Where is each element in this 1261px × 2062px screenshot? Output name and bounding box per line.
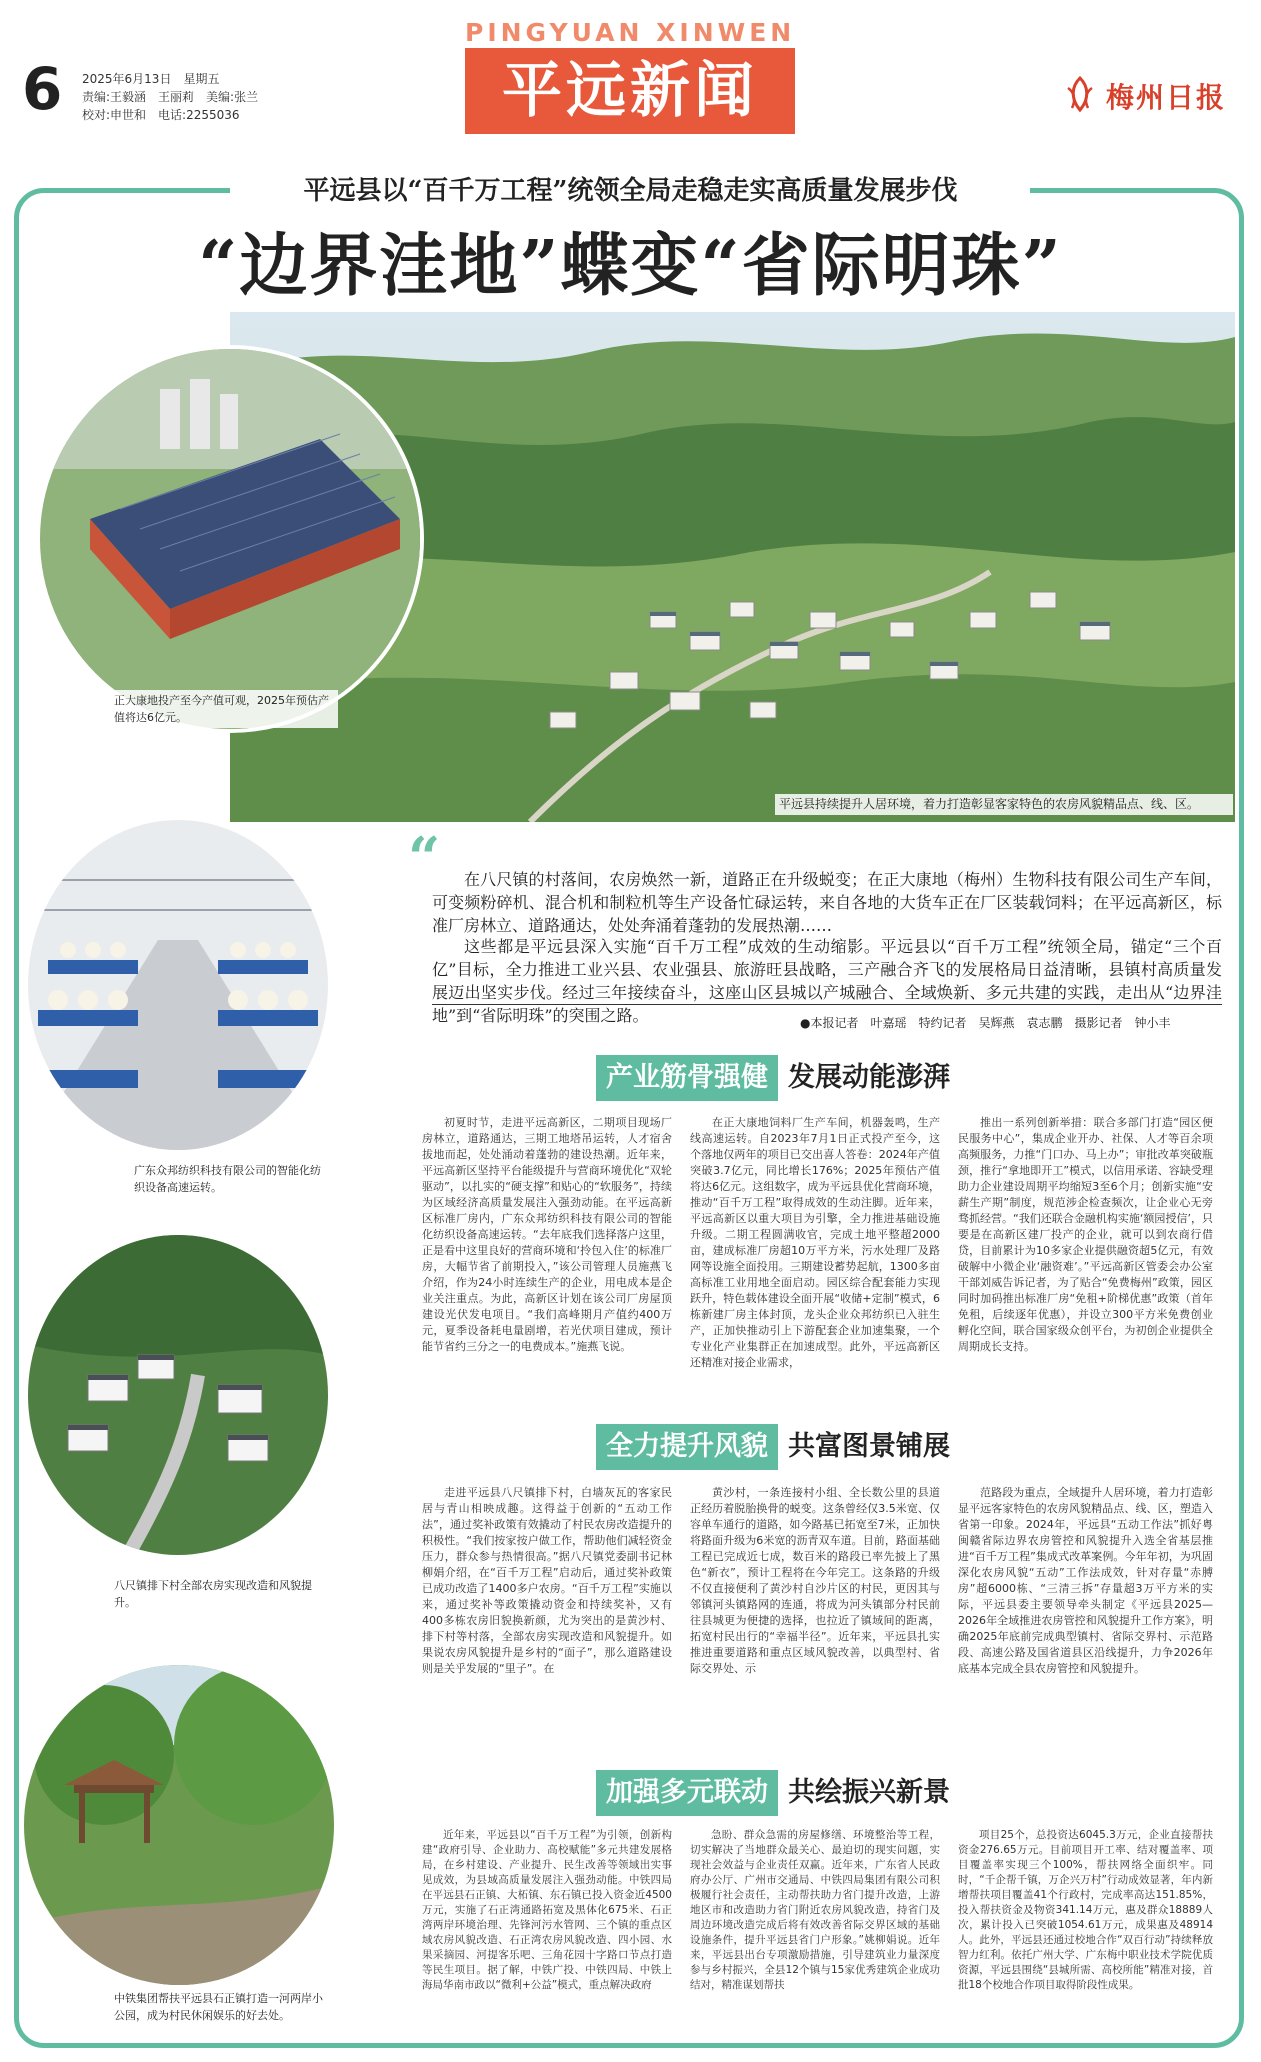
section-1-title-a: 产业筋骨强健 xyxy=(596,1055,778,1101)
section-1-column-1 xyxy=(422,1115,672,1355)
textile-photo xyxy=(28,820,328,1150)
village-caption: 八尺镇排下村全部农房实现改造和风貌提升。 xyxy=(110,1575,328,1613)
section-3-text-3: 项目25个，总投资达6045.3万元，企业直接帮扶资金276.65万元。目前项目开工率、结对覆盖率、项目覆盖率实现三个100%，帮扶网络全面织牢。同时，“千企帮千镇，万企兴万村”行动成效显著，年内新增帮扶项目覆盖41个行政村，完成率高达151.85%，投入帮扶资金及物资341.14万元，惠及群众18889人次，累计投入已突破1054.61万元，成果惠及48914人。此外，平远县还通过校地合作“双百行动”持续释放智力红利。依托广州大学、广东梅中职业技术学院优质资源，平远县围绕“县城所需、高校所能”精准对接，首批18个校地合作项目取得阶段性成果。 xyxy=(958,1829,1213,1991)
section-1-column-2 xyxy=(690,1115,940,1371)
intro-paragraph-1: 在八尺镇的村落间，农房焕然一新，道路正在升级蜕变；在正大康地（梅州）生物科技有限公司生产车间，可变频粉碎机、混合机和制粒机等生产设备忙碌运转，来自各地的大货车正在厂区装载饲料；在平远高新区，标准厂房林立、道路通达，处处奔涌着蓬勃的发展热潮…… xyxy=(432,870,1222,935)
section-banner-2 xyxy=(596,1424,1196,1470)
section-2-text-3: 范路段为重点，全域提升人居环境，着力打造彰显平远客家特色的农房风貌精品点、线、区，塑造入省第一印象。2024年，平远县“五动工作法”抓好粤闽赣省际边界农房管控和风貌提升入选全省基层推进“百千万工程”集成式改革案例。今年年初，为巩固深化农房风貌“五动”工作法成效，针对存量“赤膊房”超6000栋、“三清三拆”存量超3万平方米的实际，平远县委主要领导牵头制定《平远县2025—2026年全域推进农房管控和风貌提升工作方案》，明确2025年底前完成典型镇村、省际交界村、示范路段、高速公路及国省道县区沿线提升，力争2026年底基本完成全县农房管控和风貌提升。 xyxy=(958,1486,1213,1675)
section-3-title-a: 加强多元联动 xyxy=(596,1770,778,1816)
editor-line: 责编:王毅涵 王丽莉 美编:张兰 xyxy=(82,90,259,104)
section-1-title-b: 发展动能澎湃 xyxy=(788,1062,950,1093)
factory-caption: 正大康地投产至今产值可观，2025年预估产值将达6亿元。 xyxy=(110,690,338,728)
section-2-title-a: 全力提升风貌 xyxy=(596,1424,778,1470)
newspaper-name: 梅州日报 xyxy=(1106,81,1227,114)
section-2-text-1: 走进平远县八尺镇排下村，白墙灰瓦的客家民居与青山相映成趣。这得益于创新的“五动工作法”，通过奖补政策有效撬动了村民农房改造提升的积极性。“我们按家按户做工作，帮助他们减轻资金压力，群众参与热情很高。”据八尺镇党委副书记林柳娟介绍，在“百千万工程”启动后，通过奖补政策已成功改造了1400多户农房。“百千万工程”实施以来，通过奖补等政策撬动资金和持续奖补，又有400多栋农房旧貌换新颜，尤为突出的是黄沙村、排下村等村落，全部农房实现改造和风貌提升。如果说农房风貌提升是乡村的“面子”，那么道路建设则是关乎发展的“里子”。在 xyxy=(422,1486,672,1675)
section-1-column-3 xyxy=(958,1115,1213,1355)
article-headline: “边界洼地”蝶变“省际明珠” xyxy=(198,226,1063,306)
factory-photo xyxy=(36,345,424,733)
article-subtitle: 平远县以“百千万工程”统领全局走稳走实高质量发展步伐 xyxy=(303,176,958,206)
aerial-caption: 平远县持续提升人居环境，着力打造彰显客家特色的农房风貌精品点、线、区。 xyxy=(775,794,1233,815)
section-3-text-1: 近年来，平远县以“百千万工程”为引领，创新构建“政府引导、企业助力、高校赋能”多元共建发展格局，在乡村建设、产业提升、民生改善等领域出实事见成效，为县域高质量发展注入强劲动能。中铁四局在平远县石正镇、大柘镇、东石镇已投入资金近4500万元，实施了石正湾通路拓宽及黑体化675米、石正湾两岸环境治理、先锋河污水管网、三个镇的重点区域农房风貌改造、石正湾农房风貌改造、四小园、水果采摘园、河提客乐吧、三角花园十字路口节点打造等民生项目。据了解，中铁广投、中铁四局、中铁上海局华南市政以“微利+公益”模式，重点解决政府 xyxy=(422,1829,672,1991)
date-line: 2025年6月13日 星期五 xyxy=(82,72,220,86)
village-photo xyxy=(28,1235,328,1555)
section-2-column-1 xyxy=(422,1485,672,1677)
section-1-text-3: 推出一系列创新举措：联合多部门打造“园区便民服务中心”，集成企业开办、社保、人才等百余项高频服务，力推“门口办、马上办”；审批改革突破瓶颈，推行“拿地即开工”模式，以信用承诺、容缺受理助力企业建设周期平均缩短3至6个月；创新实施“安薪生产期”制度，规范涉企检查频次，让企业心无旁骛抓经营。“我们还联合金融机构实施‘额园授信’，只要是在高新区建厂投产的企业，就可以到农商行借贷，目前累计为10多家企业提供融资超5亿元，有效破解中小微企业‘融资难’。”平远高新区管委会办公室干部刘威告诉记者，为了贴合“免费梅州”政策，园区同时加码推出标准厂房“免租+阶梯优惠”政策（首年免租，后续逐年优惠），并设立300平方米免费创业孵化空间，联合国家级众创平台，为初创企业提供全周期成长支持。 xyxy=(958,1116,1213,1353)
proof-line: 校对:申世和 电话:2255036 xyxy=(82,108,240,122)
intro-paragraph-2: 这些都是平远县深入实施“百千万工程”成效的生动缩影。平远县以“百千万工程”统领全局，锚定“三个百亿”目标，全力推进工业兴县、农业强县、旅游旺县战略，三产融合齐飞的发展格局日益清晰，县镇村高质量发展迈出坚实步伐。经过三年接续奋斗，这座山区县城以产城融合、全域焕新、多元共建的实践，走出从“边界洼地”到“省际明珠”的突围之路。 xyxy=(432,937,1222,1025)
open-quote-icon: “ xyxy=(408,825,441,891)
section-3-column-2 xyxy=(690,1828,940,1993)
section-banner-1 xyxy=(596,1055,1196,1101)
section-3-column-1 xyxy=(422,1828,672,1993)
issue-meta xyxy=(82,70,362,124)
section-2-title-b: 共富图景铺展 xyxy=(788,1431,950,1462)
section-3-column-3 xyxy=(958,1828,1213,1993)
page-number: 6 xyxy=(22,55,63,123)
park-caption: 中铁集团帮扶平远县石正镇打造一河两岸小公园，成为村民休闲娱乐的好去处。 xyxy=(110,1988,328,2026)
park-photo xyxy=(24,1665,334,1985)
section-3-text-2: 急盼、群众急需的房屋修缮、环境整治等工程，切实解决了当地群众最关心、最迫切的现实问题，实现社会效益与企业责任双赢。近年来，广东省人民政府办公厅、广州市交通局、中铁四局集团有限公司积极履行社会责任，主动帮扶助力省门提升改造，上游地区市和改造助力省门附近农房风貌改造，持省门及周边环境改造完成后将有效改善省际交界区域的基础设施条件，提升平远县省门户形象。”姚柳娟说。近年来，平远县出台专项激励措施，引导建筑业力量深度参与乡村振兴，全县12个镇与15家优秀建筑企业成功结对，精准谋划帮扶 xyxy=(690,1829,940,1991)
section-2-column-2 xyxy=(690,1485,940,1677)
leaf-logo-icon xyxy=(1060,74,1100,114)
section-banner-3 xyxy=(596,1770,1196,1816)
section-title: 平远新闻 xyxy=(465,48,795,134)
section-2-column-3 xyxy=(958,1485,1213,1677)
textile-caption: 广东众邦纺织科技有限公司的智能化纺织设备高速运转。 xyxy=(130,1160,333,1198)
section-2-text-2: 黄沙村，一条连接村小组、全长数公里的县道正经历着脱胎换骨的蜕变。这条曾经仅3.5米宽、仅容单车通行的道路，如今路基已拓宽至7米，正加快将路面升级为6米宽的沥青双车道。目前，路面基础工程已完成近七成，数百米的路段已率先披上了黑色“新衣”，预计工程将在今年完工。这条路的升级不仅直接便利了黄沙村自沙片区的村民，更因其与邻镇河头镇路网的连通，将成为河头镇部分村民前往县城更为便捷的选择，也拉近了镇域间的距离，拓宽村民出行的“幸福半径”。近年来，平远县扎实推进重要道路和重点区域风貌改善，以典型村、省际交界处、示 xyxy=(690,1486,940,1675)
section-3-title-b: 共绘振兴新景 xyxy=(788,1777,950,1808)
section-pinyin: PINGYUAN XINWEN xyxy=(465,18,796,47)
newspaper-logo xyxy=(1060,74,1240,114)
byline: ●本报记者 叶嘉瑶 特约记者 吴辉燕 袁志鹏 摄影记者 钟小丰 xyxy=(800,1016,1171,1030)
section-1-text-2: 在正大康地饲料厂生产车间，机器轰鸣，生产线高速运转。自2023年7月1日正式投产至今，这个落地仅两年的项目已交出喜人答卷：2024年产值突破3.7亿元，同比增长176%；2025年预估产值将达6亿元。这组数字，成为平远县优化营商环境，推动“百千万工程”取得成效的生动注脚。近年来，平远高新区以重大项目为引擎，全力推进基础设施升级。二期工程圆满收官，完成土地平整超2000亩，建成标准厂房超10万平方米，污水处理厂及路网等设施全面投用。三期建设蓄势起航，1300多亩高标准工业用地全面启动。园区综合配套能力实现跃升，特色载体建设全面开展“收储+定制”模式，6栋新建厂房主体封顶，龙头企业众邦纺织已入驻生产，正加快推动引上下游配套企业加速集聚，一个专业化产业集群正在加速成型。此外，平远高新区还精准对接企业需求， xyxy=(690,1116,940,1369)
section-1-text-1: 初夏时节，走进平远高新区，二期项目现场厂房林立，道路通达，三期工地塔吊运转，人才宿舍拔地而起，处处涌动着蓬勃的建设热潮。近年来，平远高新区坚持平台能级提升与营商环境优化“双轮驱动”，以扎实的“硬支撑”和贴心的“软服务”，持续为区域经济高质量发展注入强劲动能。在平远高新区标准厂房内，广东众邦纺织科技有限公司的智能化纺织设备高速运转。“去年底我们选择落户这里，正是看中这里良好的营商环境和‘拎包入住’的标准厂房，大幅节省了前期投入，”该公司管理人员施燕飞介绍，作为24小时连续生产的企业，用电成本是企业关注重点。为此，高新区计划在该公司厂房屋顶建设光伏发电项目。“我们高峰期月产值约400万元，夏季设备耗电量剧增，若光伏项目建成，预计能节省约三分之一的电费成本。”施燕飞说。 xyxy=(422,1116,672,1353)
